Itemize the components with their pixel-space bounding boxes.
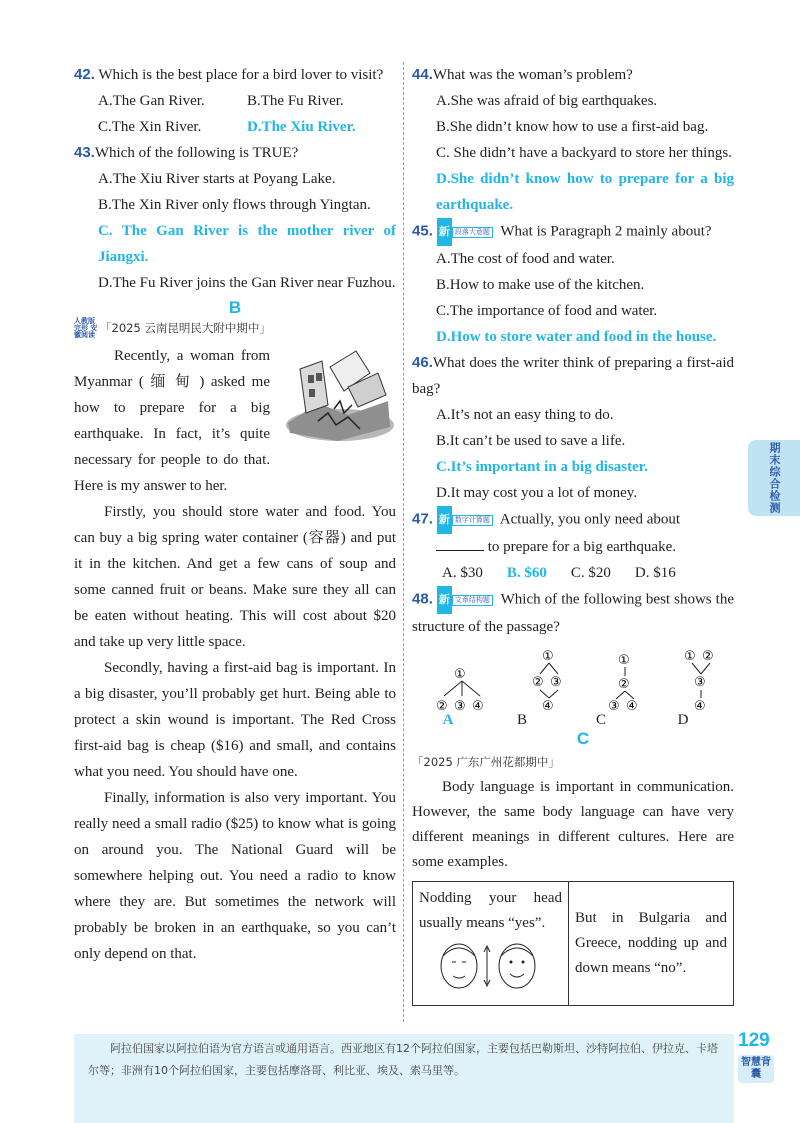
structure-diagrams bbox=[412, 646, 734, 712]
source-text: 「2025 云南昆明民大附中期中」 bbox=[100, 321, 271, 335]
diagram-label-c[interactable]: C bbox=[595, 712, 606, 728]
question-stem: What was the woman’s problem? bbox=[432, 67, 633, 83]
node: ② bbox=[436, 699, 448, 712]
node: ① bbox=[618, 653, 630, 668]
node: ① bbox=[542, 649, 554, 664]
options-row bbox=[74, 114, 396, 140]
section-letter: B bbox=[228, 298, 242, 317]
question-44: 44.What was the woman’s problem? bbox=[412, 66, 633, 83]
option-d-answer[interactable]: D.The Xiu River. bbox=[247, 119, 356, 135]
node: ② bbox=[532, 675, 544, 690]
options-row bbox=[412, 560, 734, 586]
structure-diagram-c[interactable] bbox=[604, 646, 644, 712]
side-tab[interactable] bbox=[748, 440, 800, 516]
option-d-answer[interactable]: D.How to store water and food in the house. bbox=[436, 329, 717, 345]
node: ② bbox=[702, 649, 714, 664]
question-stem-end: to prepare for a big earthquake. bbox=[487, 539, 676, 555]
structure-diagram-d[interactable] bbox=[680, 646, 720, 712]
passage-source: 「2025 广东广州花都期中」 bbox=[412, 755, 560, 769]
diagram-label-d[interactable]: D bbox=[677, 712, 689, 728]
question-48: 48. 新 文章结构题 Which of the following best shows the structure of the passage? bbox=[412, 586, 734, 640]
question-47: 47. 新 数字计算题 Actually, you only need about bbox=[412, 506, 734, 534]
passage-source bbox=[74, 318, 396, 339]
question-stem-start: Actually, you only need about bbox=[499, 511, 681, 528]
passage-b bbox=[74, 343, 396, 499]
right-column bbox=[412, 62, 734, 1006]
option-c[interactable]: C. $20 bbox=[570, 565, 611, 581]
option-a[interactable]: A.The Gan River. bbox=[98, 93, 205, 109]
option-d[interactable] bbox=[74, 270, 396, 296]
option-b[interactable]: B.The Fu River. bbox=[247, 93, 344, 109]
node: ① bbox=[454, 667, 466, 682]
new-tag bbox=[437, 218, 493, 246]
node: ③ bbox=[608, 699, 620, 712]
option-c-answer[interactable] bbox=[74, 218, 396, 270]
question-number: 42 bbox=[74, 66, 91, 83]
question-number: 46 bbox=[412, 354, 429, 371]
option-b[interactable]: B.She didn’t know how to use a first-aid bag. bbox=[436, 119, 709, 135]
paragraph-3: Secondly, having a first-aid bag is important. In a big disaster, you’ll probably get hurt. Being able to protect a skin wound is important. The Red Cross first-aid bag is cheap ($16) and small, and contains what you need. You should have one. bbox=[74, 660, 396, 780]
option-a[interactable]: A.The cost of food and water. bbox=[436, 251, 615, 267]
table-cell bbox=[569, 882, 734, 1006]
question-number: 47 bbox=[412, 510, 429, 528]
nodding-faces-illustration bbox=[419, 936, 559, 992]
paragraph-4: Finally, information is also very important. You really need a small radio ($25) to know what is going on around you. The National Guard will be somewhere helping out. You need a radio to know where they are. But sometimes the network will probably be broken in an earthquake, so you can’t only depend on that. bbox=[74, 790, 396, 962]
node: ③ bbox=[694, 675, 706, 690]
question-45: 45. 新 段落大意题 What is Paragraph 2 mainly about? bbox=[412, 218, 734, 246]
option-d[interactable]: D.It may cost you a lot of money. bbox=[436, 485, 638, 501]
node: ④ bbox=[626, 699, 638, 712]
node: ④ bbox=[694, 699, 706, 712]
node: ④ bbox=[542, 699, 554, 712]
footer-note bbox=[74, 1034, 734, 1123]
new-badge: 新 bbox=[437, 506, 452, 534]
question-number: 43 bbox=[74, 144, 91, 161]
node: ④ bbox=[472, 699, 484, 712]
new-badge: 新 bbox=[437, 218, 452, 246]
option-b-answer[interactable]: B. $60 bbox=[506, 565, 547, 581]
diagram-label-b[interactable]: B bbox=[516, 712, 527, 728]
option-c[interactable]: C.The importance of food and water. bbox=[436, 303, 658, 319]
options-row bbox=[74, 88, 396, 114]
option-b[interactable]: B.It can’t be used to save a life. bbox=[436, 433, 626, 449]
question-number: 45 bbox=[412, 222, 429, 240]
node: ③ bbox=[550, 675, 562, 690]
section-letter: C bbox=[576, 729, 590, 748]
new-badge: 新 bbox=[437, 586, 452, 614]
new-tag bbox=[437, 506, 493, 534]
left-column bbox=[74, 62, 396, 967]
paragraph-text: Recently, a woman from Myanmar ( 缅 甸 ) asked me how to prepare for a big earthquake. In fact, it’s quite necessary for people to do that. Here is my answer to her. bbox=[74, 348, 270, 494]
structure-diagram-a[interactable] bbox=[432, 646, 492, 712]
option-a[interactable]: A. $30 bbox=[442, 565, 483, 581]
question-stem-continued bbox=[412, 534, 734, 560]
question-type-label: 数字计算题 bbox=[452, 515, 493, 526]
paragraph-2: Firstly, you should store water and food. You can buy a big spring water container (容器) and put it in the kitchen. And get a few cans of soup and some canned fruit or beans. Make sure they all can be eaten without heating. This will cost about $20 and take up very little space. bbox=[74, 504, 396, 650]
option-a[interactable]: A.She was afraid of big earthquakes. bbox=[436, 93, 658, 109]
question-number: 44 bbox=[412, 66, 429, 83]
option-c[interactable]: C.The Xin River. bbox=[98, 119, 202, 135]
source-tag: 人教版完形 安徽阅读 bbox=[74, 317, 98, 339]
option-a[interactable]: A.It’s not an easy thing to do. bbox=[436, 407, 614, 423]
option-text: C. The Gan River is the mother river of Jiangxi. bbox=[98, 223, 396, 265]
question-stem: Which of the following best shows the structure of the passage? bbox=[412, 591, 734, 635]
option-text: D.The Fu River joins the Gan River near Fuzhou. bbox=[98, 275, 396, 291]
paragraph-1: Body language is important in communication. However, the same body language can have very different meanings in different cultures. Here are some examples. bbox=[412, 779, 734, 870]
question-type-label: 段落大意题 bbox=[452, 227, 493, 238]
option-d-answer[interactable]: D.She didn’t know how to prepare for a big earthquake. bbox=[436, 171, 734, 213]
option-c[interactable]: C. She didn’t have a backyard to store her things. bbox=[436, 145, 732, 161]
question-42: 42. Which is the best place for a bird lover to visit? bbox=[74, 66, 384, 83]
question-stem: Which is the best place for a bird lover to visit? bbox=[98, 67, 384, 83]
option-a[interactable]: A.The Xiu River starts at Poyang Lake. bbox=[98, 171, 336, 187]
question-stem: What does the writer think of preparing a first-aid bag? bbox=[412, 355, 734, 397]
question-46: 46.What does the writer think of preparing a first-aid bag? bbox=[412, 354, 734, 397]
diagram-label-a-answer[interactable]: A bbox=[442, 712, 454, 728]
structure-diagram-b[interactable] bbox=[528, 646, 568, 712]
diagram-labels bbox=[412, 712, 734, 729]
earthquake-illustration bbox=[278, 343, 396, 445]
body-language-table bbox=[412, 881, 734, 1006]
option-d[interactable]: D. $16 bbox=[634, 565, 676, 581]
side-tab-label: 期末综合检测 bbox=[768, 442, 781, 514]
new-tag bbox=[437, 586, 493, 614]
node: ② bbox=[618, 677, 630, 692]
option-b[interactable]: B.The Xin River only flows through Yingtan. bbox=[98, 197, 371, 213]
question-stem: Which of the following is TRUE? bbox=[94, 145, 299, 161]
node: ① bbox=[684, 649, 696, 664]
option-b[interactable]: B.How to make use of the kitchen. bbox=[436, 277, 645, 293]
table-cell-text: Nodding your head usually means “yes”. bbox=[419, 890, 562, 931]
footer-text: 阿拉伯国家以阿拉伯语为官方语言或通用语言。西亚地区有12个阿拉伯国家，主要包括巴勒斯坦、沙特阿拉伯、伊拉克、卡塔尔等；非洲有10个阿拉伯国家，主要包括摩洛哥、利比亚、埃及、索马里等。 bbox=[88, 1042, 718, 1077]
page-number: 129 bbox=[738, 1030, 770, 1051]
question-stem: What is Paragraph 2 mainly about? bbox=[500, 223, 712, 240]
table-cell-text: But in Bulgaria and Greece, nodding up and down means “no”. bbox=[575, 910, 727, 976]
question-type-label: 文章结构题 bbox=[452, 595, 493, 606]
question-43: 43.Which of the following is TRUE? bbox=[74, 144, 299, 161]
table-cell bbox=[413, 882, 569, 1006]
node: ③ bbox=[454, 699, 466, 712]
option-c-answer[interactable]: C.It’s important in a big disaster. bbox=[436, 459, 648, 475]
question-number: 48 bbox=[412, 590, 429, 608]
column-divider bbox=[403, 62, 404, 1022]
brand-logo: 智慧背囊 bbox=[738, 1055, 774, 1083]
answer-blank[interactable] bbox=[436, 537, 484, 551]
